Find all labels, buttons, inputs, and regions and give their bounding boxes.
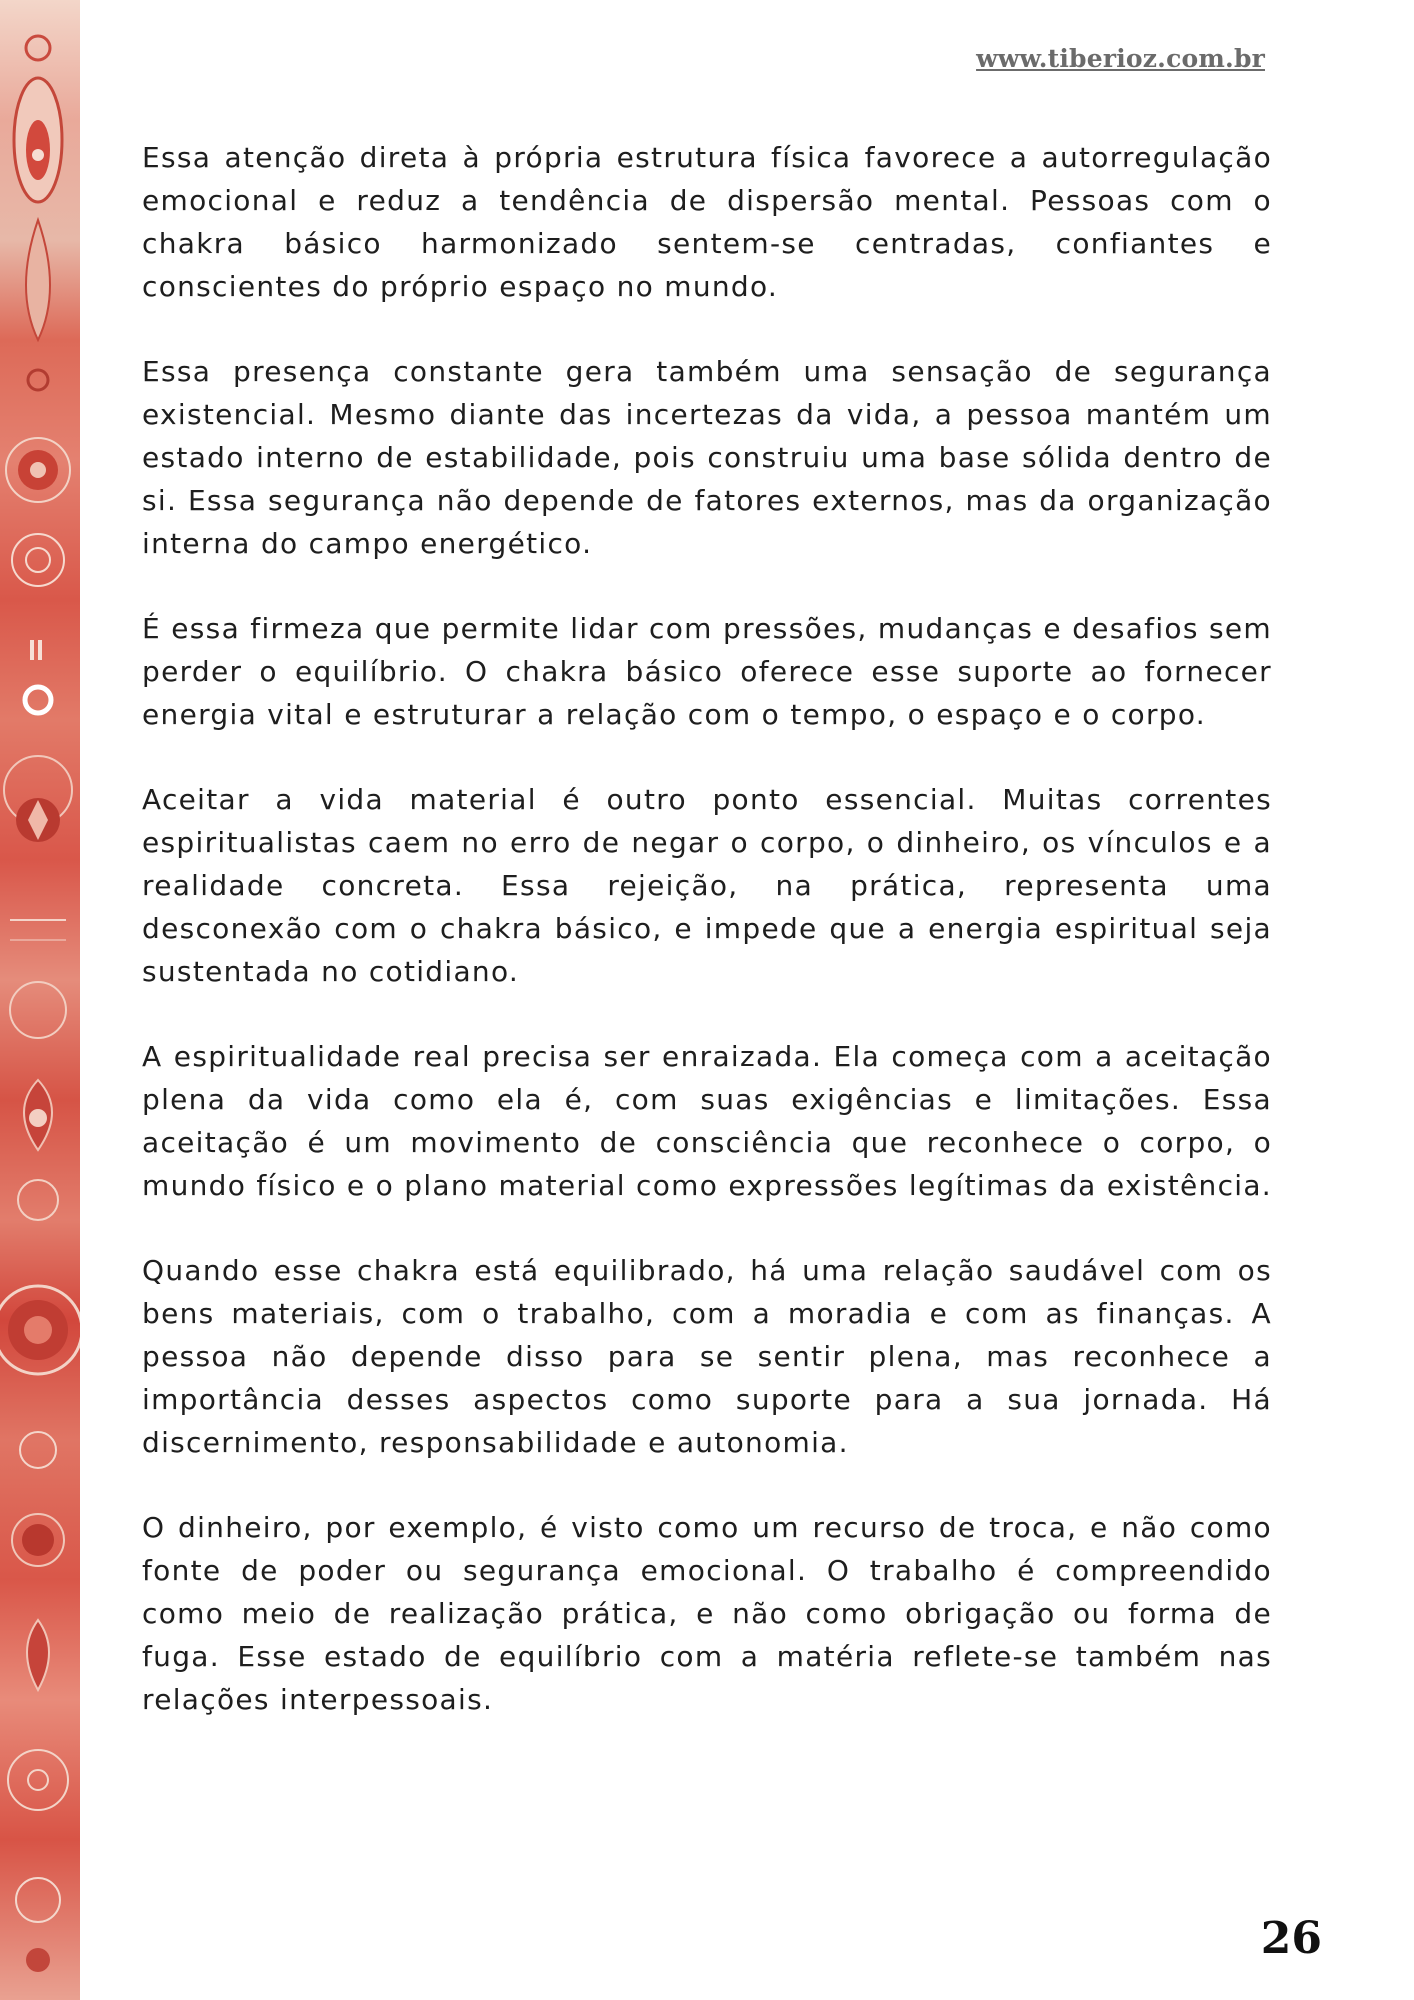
paragraph: O dinheiro, por exemplo, é visto como um recurso de troca, e não como fonte de poder ou segurança emocional. O trabalho é compreendido como meio de realização prática, e não como obrigação ou forma de fuga. Esse estado de equilíbrio com a matéria reflete-se também nas relações interpessoais. bbox=[142, 1511, 1272, 1716]
paragraph: A espiritualidade real precisa ser enraizada. Ela começa com a aceitação plena da vida como ela é, com suas exigências e limitações. Essa aceitação é um movimento de consciência que reconhece o corpo, o mundo físico e o plano material como expressões legítimas da existência. bbox=[142, 1040, 1272, 1202]
page-number: 26 bbox=[1260, 1913, 1322, 1964]
body-text bbox=[142, 136, 1272, 1763]
chakra-ornament-icon bbox=[0, 0, 80, 2000]
decorative-chakra-strip bbox=[0, 0, 80, 2000]
paragraph: Essa atenção direta à própria estrutura física favorece a autorregulação emocional e reduz a tendência de dispersão mental. Pessoas com o chakra básico harmonizado sentem-se centradas, confiantes e conscientes do próprio espaço no mundo. bbox=[142, 141, 1272, 303]
paragraph: Essa presença constante gera também uma sensação de segurança existencial. Mesmo diante das incertezas da vida, a pessoa mantém um estado interno de estabilidade, pois construiu uma base sólida dentro de si. Essa segurança não depende de fatores externos, mas da organização interna do campo energético. bbox=[142, 355, 1272, 560]
paragraph: Quando esse chakra está equilibrado, há uma relação saudável com os bens materiais, com o trabalho, com a moradia e com as finanças. A pessoa não depende disso para se sentir plena, mas reconhece a importância desses aspectos como suporte para a sua jornada. Há discernimento, responsabilidade e autonomia. bbox=[142, 1254, 1272, 1459]
header-website-url[interactable]: www.tiberioz.com.br bbox=[976, 44, 1265, 73]
paragraph: É essa firmeza que permite lidar com pressões, mudanças e desafios sem perder o equilíbrio. O chakra básico oferece esse suporte ao fornecer energia vital e estruturar a relação com o tempo, o espaço e o corpo. bbox=[142, 612, 1272, 731]
paragraph: Aceitar a vida material é outro ponto essencial. Muitas correntes espiritualistas caem no erro de negar o corpo, o dinheiro, os vínculos e a realidade concreta. Essa rejeição, na prática, representa uma desconexão com o chakra básico, e impede que a energia espiritual seja sustentada no cotidiano. bbox=[142, 783, 1272, 988]
